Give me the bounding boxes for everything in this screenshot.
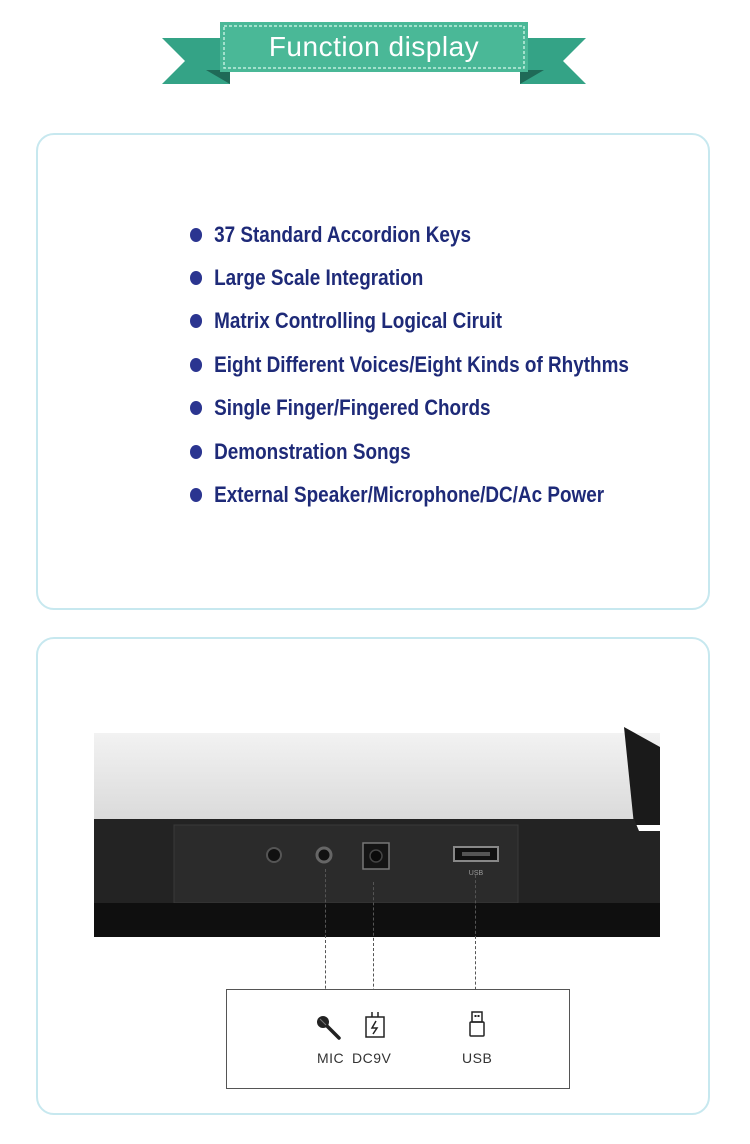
list-item (190, 213, 629, 256)
list-item (190, 430, 629, 473)
ports-card (36, 637, 710, 1115)
list-item (190, 256, 629, 299)
list-item (190, 387, 629, 430)
feature-list (190, 213, 700, 517)
feature-text: Eight Different Voices/Eight Kinds of Rhythms (214, 351, 629, 377)
usb-label: USB (462, 1050, 493, 1066)
list-item (190, 300, 629, 343)
bullet-icon (190, 271, 202, 285)
usb-icon (467, 1010, 487, 1040)
usb-panel-label: USB (468, 870, 484, 877)
bullet-icon (190, 488, 202, 502)
list-item (190, 343, 629, 386)
bullet-icon (190, 401, 202, 415)
feature-text: Matrix Controlling Logical Ciruit (214, 308, 503, 334)
dc-power-icon (363, 1010, 387, 1040)
port-legend (226, 989, 570, 1089)
title-banner (0, 0, 750, 100)
feature-text: External Speaker/Microphone/DC/Ac Power (214, 482, 605, 508)
features-card (36, 133, 710, 610)
dc9v-label: DC9V (352, 1050, 392, 1066)
bullet-icon (190, 314, 202, 328)
bullet-icon (190, 358, 202, 372)
feature-text: Single Finger/Fingered Chords (214, 395, 491, 421)
microphone-icon (315, 1014, 341, 1040)
bullet-icon (190, 445, 202, 459)
keyboard-rear-photo (94, 727, 660, 947)
feature-text: 37 Standard Accordion Keys (214, 221, 471, 247)
page-title: Function display (268, 31, 480, 62)
list-item (190, 473, 629, 516)
feature-text: Large Scale Integration (214, 265, 424, 291)
bullet-icon (190, 228, 202, 242)
feature-text: Demonstration Songs (214, 438, 411, 464)
mic-label: MIC (317, 1050, 345, 1066)
